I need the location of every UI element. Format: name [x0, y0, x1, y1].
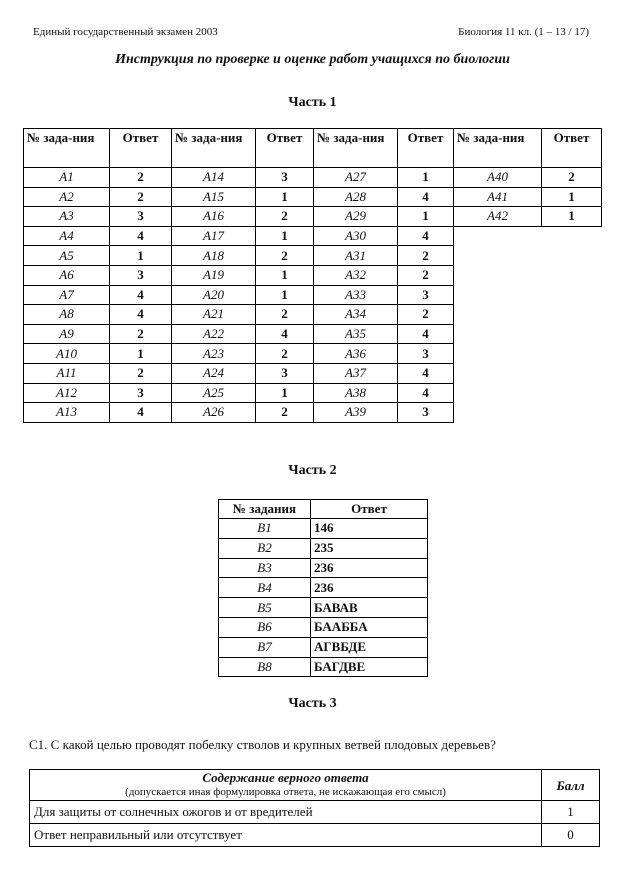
part1-col-answer: Ответ — [398, 129, 454, 168]
task-number-cell: A33 — [314, 285, 398, 305]
answer-cell: 2 — [542, 168, 602, 188]
part1-col-task: № зада-ния — [24, 129, 110, 168]
empty-cell — [542, 265, 602, 285]
part1-col-answer: Ответ — [542, 129, 602, 168]
answer-cell: 4 — [398, 324, 454, 344]
answer-cell: 1 — [542, 187, 602, 207]
task-number-cell: B7 — [219, 637, 311, 657]
answer-cell: 2 — [110, 324, 172, 344]
task-number-cell: A20 — [172, 285, 256, 305]
part3-col-content-title: Содержание верного ответа — [202, 770, 369, 785]
task-number-cell: A11 — [24, 363, 110, 383]
answer-cell: 1 — [256, 285, 314, 305]
table-row — [219, 578, 428, 598]
task-number-cell: B3 — [219, 558, 311, 578]
answer-cell: 1 — [398, 207, 454, 227]
empty-cell — [542, 363, 602, 383]
part2-header-row — [219, 500, 428, 519]
task-number-cell: A4 — [24, 226, 110, 246]
empty-cell — [542, 226, 602, 246]
task-number-cell: A6 — [24, 265, 110, 285]
answer-cell: 2 — [110, 187, 172, 207]
task-number-cell: A22 — [172, 324, 256, 344]
empty-cell — [454, 305, 542, 325]
answer-cell: БАВАВ — [311, 598, 428, 618]
part2-heading: Часть 2 — [288, 463, 337, 478]
task-number-cell: A10 — [24, 344, 110, 364]
task-number-cell: A8 — [24, 305, 110, 325]
empty-cell — [454, 324, 542, 344]
table-row — [24, 226, 602, 246]
task-number-cell: A35 — [314, 324, 398, 344]
answer-cell: 2 — [256, 403, 314, 423]
answer-cell: 3 — [256, 168, 314, 188]
part1-header-row — [24, 129, 602, 168]
answer-cell: 2 — [110, 168, 172, 188]
answer-cell: 4 — [110, 226, 172, 246]
task-number-cell: A29 — [314, 207, 398, 227]
empty-cell — [542, 324, 602, 344]
task-number-cell: A7 — [24, 285, 110, 305]
answer-cell: 4 — [398, 383, 454, 403]
task-number-cell: A19 — [172, 265, 256, 285]
empty-cell — [454, 246, 542, 266]
part3-heading: Часть 3 — [288, 696, 337, 711]
table-row — [24, 344, 602, 364]
answer-cell: БАГДВЕ — [311, 657, 428, 677]
answer-cell: 2 — [256, 344, 314, 364]
task-number-cell: A26 — [172, 403, 256, 423]
answer-cell: 4 — [110, 285, 172, 305]
part3-col-content-note: (допускается иная формулировка ответа, не искажающая его смысл) — [125, 786, 446, 798]
task-number-cell: A39 — [314, 403, 398, 423]
task-number-cell: A37 — [314, 363, 398, 383]
table-row — [24, 285, 602, 305]
header-left: Единый государственный экзамен 2003 — [33, 26, 218, 38]
answer-cell: 1 — [110, 344, 172, 364]
task-number-cell: A27 — [314, 168, 398, 188]
answer-cell: 4 — [110, 403, 172, 423]
answer-cell: 1 — [110, 246, 172, 266]
part1-heading: Часть 1 — [288, 95, 337, 110]
empty-cell — [542, 285, 602, 305]
part1-col-task: № зада-ния — [172, 129, 256, 168]
answer-cell: 3 — [256, 363, 314, 383]
task-number-cell: A40 — [454, 168, 542, 188]
part1-col-answer: Ответ — [110, 129, 172, 168]
task-number-cell: A41 — [454, 187, 542, 207]
table-row — [24, 207, 602, 227]
empty-cell — [542, 344, 602, 364]
empty-cell — [542, 305, 602, 325]
empty-cell — [454, 265, 542, 285]
task-number-cell: A34 — [314, 305, 398, 325]
task-number-cell: A18 — [172, 246, 256, 266]
answer-cell: 2 — [256, 305, 314, 325]
table-row — [219, 657, 428, 677]
answer-cell: 4 — [110, 305, 172, 325]
answer-cell: 2 — [398, 246, 454, 266]
task-number-cell: B5 — [219, 598, 311, 618]
answer-cell: 235 — [311, 538, 428, 558]
task-number-cell: A36 — [314, 344, 398, 364]
criterion-cell: Ответ неправильный или отсутствует — [30, 824, 542, 847]
task-number-cell: A13 — [24, 403, 110, 423]
empty-cell — [542, 246, 602, 266]
answer-cell: 2 — [398, 305, 454, 325]
task-number-cell: A17 — [172, 226, 256, 246]
empty-cell — [454, 363, 542, 383]
table-row — [24, 363, 602, 383]
answer-cell: 4 — [256, 324, 314, 344]
task-number-cell: B8 — [219, 657, 311, 677]
answer-cell: 4 — [398, 363, 454, 383]
answer-cell: 3 — [110, 383, 172, 403]
part3-col-points: Балл — [542, 770, 600, 801]
task-number-cell: A32 — [314, 265, 398, 285]
table-row — [24, 383, 602, 403]
answer-cell: 3 — [398, 344, 454, 364]
answer-cell: 1 — [256, 226, 314, 246]
document-title: Инструкция по проверке и оценке работ учащихся по биологии — [115, 52, 510, 67]
task-number-cell: A42 — [454, 207, 542, 227]
points-cell: 1 — [542, 801, 600, 824]
task-number-cell: A9 — [24, 324, 110, 344]
task-number-cell: A28 — [314, 187, 398, 207]
empty-cell — [454, 344, 542, 364]
answer-cell: 2 — [256, 246, 314, 266]
task-number-cell: A14 — [172, 168, 256, 188]
part3-header-row — [30, 770, 600, 801]
task-number-cell: A31 — [314, 246, 398, 266]
answer-cell: 4 — [398, 226, 454, 246]
table-row — [24, 403, 602, 423]
answer-cell: 2 — [256, 207, 314, 227]
answer-cell: 2 — [110, 363, 172, 383]
empty-cell — [454, 285, 542, 305]
empty-cell — [542, 383, 602, 403]
table-row — [219, 637, 428, 657]
answer-cell: 236 — [311, 578, 428, 598]
table-row — [219, 538, 428, 558]
answer-cell: 1 — [256, 383, 314, 403]
part3-criteria-table — [29, 769, 600, 847]
task-number-cell: A25 — [172, 383, 256, 403]
task-number-cell: A2 — [24, 187, 110, 207]
answer-cell: 2 — [398, 265, 454, 285]
answer-cell: 1 — [398, 168, 454, 188]
answer-cell: 146 — [311, 519, 428, 539]
answer-cell: 3 — [398, 285, 454, 305]
table-row — [219, 598, 428, 618]
empty-cell — [454, 383, 542, 403]
task-number-cell: A1 — [24, 168, 110, 188]
task-number-cell: A12 — [24, 383, 110, 403]
part2-col-task: № задания — [219, 500, 311, 519]
table-row — [219, 519, 428, 539]
answer-cell: 4 — [398, 187, 454, 207]
empty-cell — [454, 226, 542, 246]
table-row — [219, 617, 428, 637]
task-number-cell: A38 — [314, 383, 398, 403]
part1-answer-table — [23, 128, 602, 423]
points-cell: 0 — [542, 824, 600, 847]
table-row — [24, 246, 602, 266]
table-row — [24, 324, 602, 344]
task-number-cell: A30 — [314, 226, 398, 246]
task-number-cell: A15 — [172, 187, 256, 207]
answer-cell: 1 — [256, 187, 314, 207]
task-number-cell: A16 — [172, 207, 256, 227]
answer-cell: БААББА — [311, 617, 428, 637]
table-row — [24, 168, 602, 188]
task-number-cell: B2 — [219, 538, 311, 558]
header-right: Биология 11 кл. (1 – 13 / 17) — [458, 26, 589, 38]
table-row — [24, 265, 602, 285]
task-number-cell: B6 — [219, 617, 311, 637]
task-number-cell: A5 — [24, 246, 110, 266]
criterion-cell: Для защиты от солнечных ожогов и от вредителей — [30, 801, 542, 824]
part1-col-task: № зада-ния — [454, 129, 542, 168]
part2-col-answer: Ответ — [311, 500, 428, 519]
table-row — [219, 558, 428, 578]
task-number-cell: A21 — [172, 305, 256, 325]
answer-cell: 1 — [542, 207, 602, 227]
part2-answer-table — [218, 499, 428, 677]
answer-cell: 3 — [398, 403, 454, 423]
task-number-cell: B4 — [219, 578, 311, 598]
answer-cell: АГВБДЕ — [311, 637, 428, 657]
table-row — [24, 305, 602, 325]
part1-col-task: № зада-ния — [314, 129, 398, 168]
task-number-cell: B1 — [219, 519, 311, 539]
part3-col-content — [30, 770, 542, 801]
answer-cell: 1 — [256, 265, 314, 285]
table-row — [30, 824, 600, 847]
question-c1: С1. С какой целью проводят побелку стволов и крупных ветвей плодовых деревьев? — [29, 737, 496, 752]
empty-cell — [454, 403, 542, 423]
task-number-cell: A23 — [172, 344, 256, 364]
answer-cell: 236 — [311, 558, 428, 578]
task-number-cell: A24 — [172, 363, 256, 383]
answer-cell: 3 — [110, 207, 172, 227]
table-row — [24, 187, 602, 207]
part1-col-answer: Ответ — [256, 129, 314, 168]
answer-cell: 3 — [110, 265, 172, 285]
task-number-cell: A3 — [24, 207, 110, 227]
table-row — [30, 801, 600, 824]
empty-cell — [542, 403, 602, 423]
